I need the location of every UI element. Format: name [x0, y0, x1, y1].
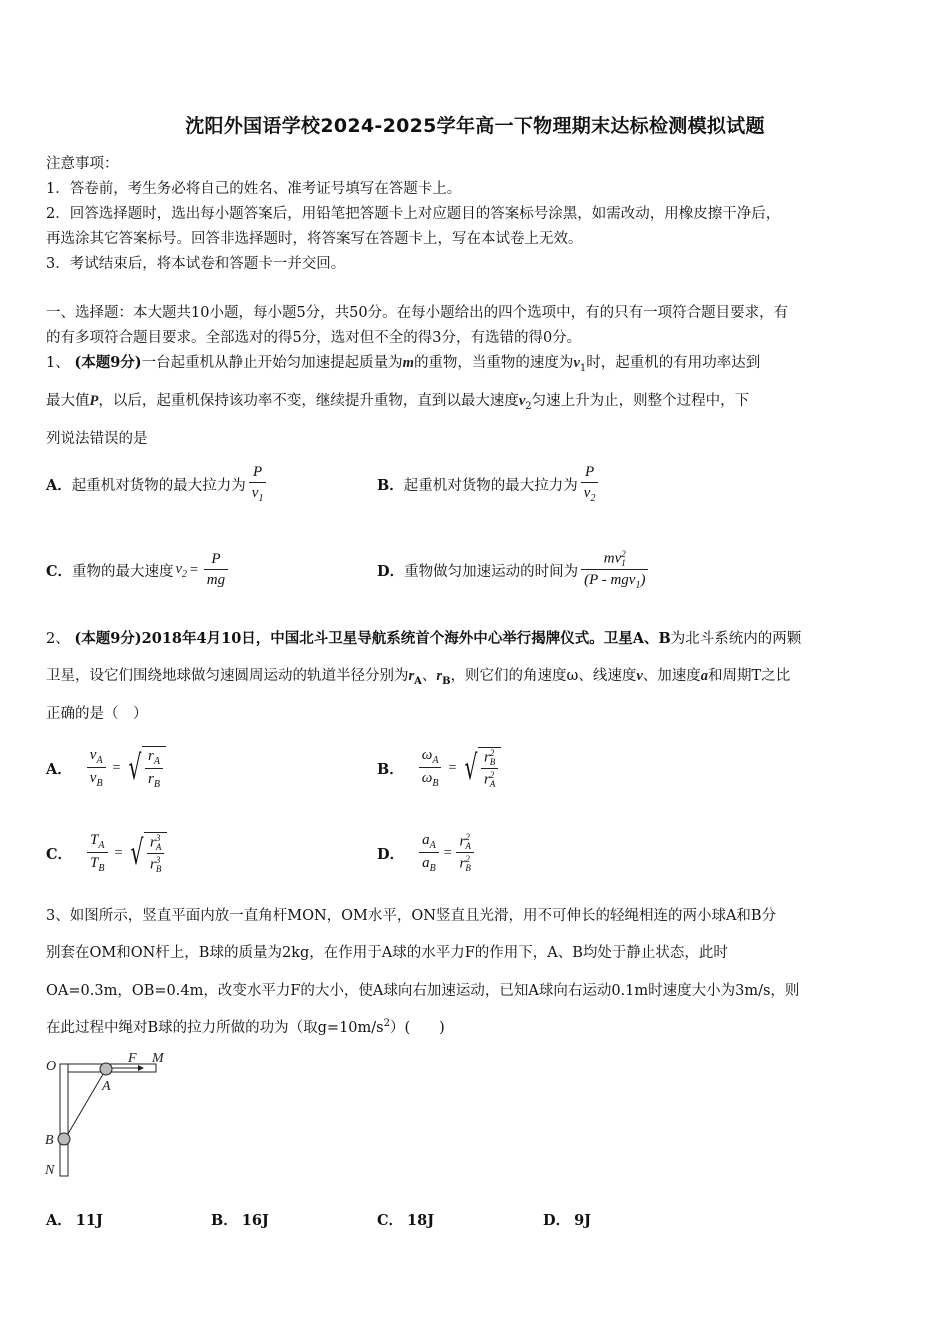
q2-option-a-lhs-den	[87, 767, 106, 789]
q1-v2-symbol: v	[518, 393, 526, 409]
q1-option-b-fraction	[581, 464, 599, 504]
q2-option-b-rhs-num	[481, 749, 498, 768]
q3-option-a-text: 11J	[75, 1212, 103, 1229]
q2-option-a-label: A．	[46, 760, 72, 778]
q3-text-4a: 在此过程中绳对B球的拉力所做的功为（取g=10m/s	[46, 1020, 384, 1036]
q1-text-2c: 匀速上升为止，则整个过程中，下	[531, 393, 750, 409]
q1-option-a-num: P	[253, 464, 263, 480]
q2-option-d-rhs	[456, 833, 473, 873]
q1-option-d-num-mv: mv	[603, 549, 622, 566]
q1-option-a-fraction	[249, 464, 267, 504]
rod-on	[60, 1064, 68, 1176]
page-title: 沈阳外国语学校2024-2025学年高一下物理期末达标检测模拟试题	[185, 115, 765, 137]
q2-option-c-rhs	[147, 834, 164, 874]
q2-option-b-radicand	[478, 747, 501, 789]
q2-c-t1: T	[90, 832, 99, 848]
q2-d-r2-sub: B	[465, 863, 471, 873]
q2-c-r1: r	[149, 834, 156, 851]
q2-option-c-radicand	[144, 832, 167, 874]
q1-option-a[interactable]	[46, 459, 269, 509]
q1-option-c-den: mg	[204, 569, 228, 589]
q2-a-v2: v	[89, 770, 97, 786]
q2-option-a-lhs-num	[87, 747, 106, 767]
q2-option-d-rhs-den	[456, 852, 473, 873]
q2-option-d-lhs-den	[419, 852, 439, 874]
q2-b-w2: ω	[421, 770, 433, 786]
q2-sep: 、	[421, 668, 437, 684]
q2-option-a-lhs	[87, 747, 106, 789]
q2-ra-symbol: r	[408, 668, 415, 684]
q1-option-b-den	[581, 482, 599, 504]
q1-option-c-lhs-sub: 2	[181, 568, 187, 580]
label-f: F	[128, 1051, 137, 1066]
q1-text-1c: 时，起重机的有用功率达到	[586, 355, 761, 371]
q1-option-b-den-v: v	[583, 485, 591, 501]
q3-option-a[interactable]	[46, 1209, 103, 1230]
q1-option-b-num: P	[585, 464, 595, 480]
q1-option-d[interactable]	[377, 543, 651, 597]
q3-line-4	[46, 1016, 445, 1037]
notice-item-2-cont: 再选涂其它答案标号。回答非选择题时，将答案写在答题卡上，写在本试卷上无效。	[46, 231, 583, 247]
section-header-line-2: 的有多项符合题目要求。全部选对的得5分，选对但不全的得3分，有选错的得0分。	[46, 330, 582, 346]
q2-c-r1-sub: A	[155, 842, 162, 852]
q2-d-a2-sub: B	[429, 863, 436, 874]
q2-option-a-rhs	[145, 748, 163, 790]
q3-text-4-sup: 2	[383, 1018, 390, 1030]
q2-option-a[interactable]	[46, 738, 166, 798]
q2-a-r1-sub: A	[153, 756, 160, 767]
q3-figure	[40, 1046, 180, 1182]
q2-a-v2-sub: B	[96, 778, 103, 789]
q1-option-b-den-sub: 2	[590, 493, 596, 504]
notice-item-2: 2．回答选择题时，选出每小题答案后，用铅笔把答题卡上对应题目的答案标号涂黑，如需改动，用橡皮擦干净后，	[46, 206, 781, 222]
q1-line-1	[46, 351, 760, 374]
q2-a-symbol: a	[700, 668, 709, 684]
q1-v-symbol: v	[573, 355, 580, 371]
q2-text-1b: A、B	[632, 630, 671, 647]
q1-option-b-label: B．	[377, 476, 404, 494]
notice-heading: 注意事项：	[46, 156, 119, 172]
q2-b-r1: r	[483, 749, 490, 766]
q2-a-v1: v	[89, 747, 97, 763]
q3-option-c-text: 18J	[407, 1212, 435, 1229]
q2-text-2a: 卫星，设它们围绕地球做匀速圆周运动的轨道半径分别为	[46, 668, 409, 684]
q2-d-a1-sub: A	[429, 840, 436, 851]
q2-option-b-lhs-num	[419, 747, 442, 767]
q2-rb-symbol: r	[436, 668, 443, 684]
q2-option-a-eq: =	[111, 759, 122, 776]
q3-line-3: OA=0.3m，OB=0.4m，改变水平力F的大小，使A球向右加速运动，已知A球向右运动0.1m时速度大小为3m/s，则	[46, 983, 800, 999]
q2-c-r2-pow: 3	[155, 855, 161, 865]
q3-line-1: 3、如图所示，竖直平面内放一直角杆MON，OM水平，ON竖直且光滑，用不可伸长的轻绳相连的两小球A和B分	[46, 908, 777, 924]
q2-option-d[interactable]	[377, 822, 477, 884]
label-b: B	[45, 1133, 54, 1148]
q1-option-d-num	[601, 550, 629, 569]
q2-line-2	[46, 664, 790, 687]
q2-option-c-rhs-num	[147, 834, 164, 853]
q2-c-t2-sub: B	[98, 863, 105, 874]
q2-option-c-eq: =	[113, 844, 124, 861]
q1-number: 1、	[46, 355, 70, 371]
q2-b-r2-pow: 2	[489, 770, 495, 780]
sqrt-icon: √	[464, 748, 478, 788]
q1-text-2a: 最大值	[46, 393, 90, 409]
q1-v2-sub: 2	[525, 400, 532, 412]
rope-ab	[65, 1069, 106, 1139]
label-a: A	[102, 1079, 111, 1094]
q2-a-r1: r	[148, 748, 154, 764]
q1-option-b-text: 起重机对货物的最大拉力为	[403, 477, 578, 494]
q2-text-1c: 为北斗系统内的两颗	[670, 631, 802, 647]
q1-option-a-den-v: v	[251, 485, 259, 501]
q2-option-b-sqrt	[460, 747, 501, 789]
sqrt-icon: √	[128, 748, 142, 788]
q3-line-2: 别套在OM和ON杆上，B球的质量为2kg，在作用于A球的水平力F的作用下，A、B均处于静止状态，此时	[46, 945, 728, 961]
q3-option-a-label: A．	[46, 1212, 72, 1229]
q1-text-1a: 一台起重机从静止开始匀加速提起质量为	[141, 355, 403, 371]
q2-d-r2: r	[459, 855, 466, 872]
ball-a	[100, 1063, 112, 1075]
q2-d-r2-pow: 2	[465, 854, 470, 864]
q2-option-b-eq: =	[447, 759, 458, 776]
q1-power-symbol: P	[89, 393, 99, 409]
q2-line-3: 正确的是（ ）	[46, 706, 148, 722]
q2-line-1	[46, 627, 801, 648]
q2-d-r1: r	[459, 833, 466, 850]
q2-option-a-rhs-num	[145, 748, 163, 768]
q2-number: 2、	[46, 631, 70, 647]
q2-ra-sub: A	[414, 675, 422, 687]
q2-option-a-radicand	[142, 746, 166, 790]
q2-v-symbol: v	[636, 668, 643, 684]
q2-option-d-eq: =	[442, 844, 453, 861]
q2-d-a2: a	[422, 855, 430, 871]
label-n: N	[45, 1163, 55, 1178]
q2-c-t1-sub: A	[98, 840, 105, 851]
q1-line-2	[46, 389, 749, 412]
ball-b	[58, 1133, 70, 1145]
q2-a-r2: r	[148, 771, 154, 787]
q3-option-b[interactable]	[211, 1209, 269, 1230]
q2-c-t2: T	[90, 855, 99, 871]
q1-option-d-fraction	[581, 550, 648, 591]
q2-b-w2-sub: B	[432, 778, 439, 789]
q2-c-r1-pow: 3	[155, 833, 161, 843]
q2-option-c-rhs-den	[147, 853, 164, 874]
q2-c-r2: r	[149, 856, 156, 873]
notice-item-1: 1．答卷前，考生务必将自己的姓名、准考证号填写在答题卡上。	[46, 181, 462, 197]
notice-item-3: 3．考试结束后，将本试卷和答题卡一并交回。	[46, 256, 346, 272]
q2-option-b-label: B．	[377, 760, 404, 778]
q2-option-b[interactable]	[377, 738, 501, 798]
q2-option-c-sqrt	[126, 832, 167, 874]
q2-rb-sub: B	[442, 675, 451, 687]
section-header-line-1: 一、选择题：本大题共10小题，每小题5分，共50分。在每小题给出的四个选项中，有的只有一项符合题目要求，有	[46, 305, 789, 321]
q2-text-2d: 和周期T之比	[708, 668, 791, 684]
q1-mass-symbol: m	[402, 355, 414, 371]
q2-d-r1-sub: A	[465, 841, 471, 851]
q1-option-d-den-a: (P - mgv	[584, 571, 636, 588]
q2-option-b-rhs-den	[481, 768, 498, 789]
q2-option-c-lhs-num	[87, 832, 107, 852]
q1-line-3: 列说法错误的是	[46, 431, 148, 447]
q2-b-r1-pow: 2	[489, 748, 495, 758]
q1-option-d-text: 重物做匀加速运动的时间为	[404, 563, 579, 580]
q1-option-a-text: 起重机对货物的最大拉力为	[71, 477, 246, 494]
q2-option-a-sqrt	[124, 746, 166, 790]
q2-option-d-rhs-num	[456, 833, 473, 852]
q1-option-c-lhs-v: v	[175, 560, 182, 577]
q1-option-d-den	[581, 569, 648, 591]
q1-option-c-num: P	[211, 551, 221, 567]
q1-text-1b: 的重物，当重物的速度为	[413, 355, 574, 371]
q1-option-d-den-sub: 1	[635, 579, 641, 591]
q2-option-b-lhs	[419, 747, 442, 789]
q1-option-d-num-sup: 2	[621, 548, 626, 559]
q3-option-d-label: D．	[543, 1212, 571, 1229]
q1-option-c-lhs	[176, 561, 187, 580]
q1-option-a-den-sub: 1	[258, 493, 264, 504]
q2-option-c-lhs-den	[87, 852, 107, 874]
q2-option-d-label: D．	[377, 845, 405, 863]
q1-option-c-label: C．	[46, 562, 73, 580]
q1-v-sub: 1	[579, 362, 587, 374]
q2-b-r2-sub: A	[489, 779, 496, 789]
label-m: M	[152, 1051, 164, 1066]
q2-option-c-label: C．	[46, 845, 73, 863]
q2-b-r2: r	[483, 771, 490, 788]
q1-option-c-eq: =	[188, 561, 199, 578]
q2-c-r2-sub: B	[155, 864, 162, 874]
q2-a-r2-sub: B	[153, 779, 160, 790]
q1-option-c[interactable]	[46, 543, 231, 597]
q2-text-2b: ，则它们的角速度ω、线速度	[450, 668, 637, 684]
q1-option-d-num-sub: 1	[621, 557, 626, 568]
q1-option-d-label: D．	[377, 562, 405, 580]
q2-option-d-lhs-num	[419, 832, 439, 852]
q1-option-a-label: A．	[46, 476, 72, 494]
q2-text-1a: 2018年4月10日，中国北斗卫星导航系统首个海外中心举行揭牌仪式。卫星	[141, 630, 633, 647]
q1-option-d-den-b: )	[640, 571, 646, 588]
q3-option-b-label: B．	[211, 1212, 238, 1229]
q3-option-c-label: C．	[377, 1212, 404, 1229]
q3-option-d[interactable]	[543, 1209, 591, 1230]
q2-d-r1-pow: 2	[465, 832, 470, 842]
q3-option-b-text: 16J	[241, 1212, 269, 1229]
q2-b-r1-sub: B	[489, 757, 496, 767]
q2-option-c[interactable]	[46, 822, 167, 884]
q3-option-c[interactable]	[377, 1209, 434, 1230]
q1-option-c-fraction	[204, 551, 228, 589]
q1-option-c-text: 重物的最大速度	[72, 563, 174, 580]
q3-option-d-text: 9J	[574, 1212, 592, 1229]
q2-b-w1: ω	[421, 747, 433, 763]
q1-option-b[interactable]	[377, 459, 601, 509]
q2-text-2c: 、加速度	[642, 668, 701, 684]
q3-text-4b: ）( )	[390, 1020, 445, 1036]
q2-a-v1-sub: A	[96, 755, 103, 766]
q2-option-a-rhs-den	[145, 768, 163, 790]
q2-d-a1: a	[422, 832, 430, 848]
q2-tag: (本题9分)	[74, 630, 142, 647]
label-o: O	[46, 1059, 57, 1074]
q2-b-w1-sub: A	[432, 755, 439, 766]
sqrt-icon: √	[130, 833, 144, 873]
q1-tag: (本题9分)	[74, 354, 142, 371]
q1-text-2b: ，以后，起重机保持该功率不变，继续提升重物，直到以最大速度	[98, 393, 519, 409]
q2-option-c-lhs	[87, 832, 107, 874]
q1-option-a-den	[249, 482, 267, 504]
q2-option-b-rhs	[481, 749, 498, 789]
q2-option-b-lhs-den	[419, 767, 442, 789]
q2-option-d-lhs	[419, 832, 439, 874]
